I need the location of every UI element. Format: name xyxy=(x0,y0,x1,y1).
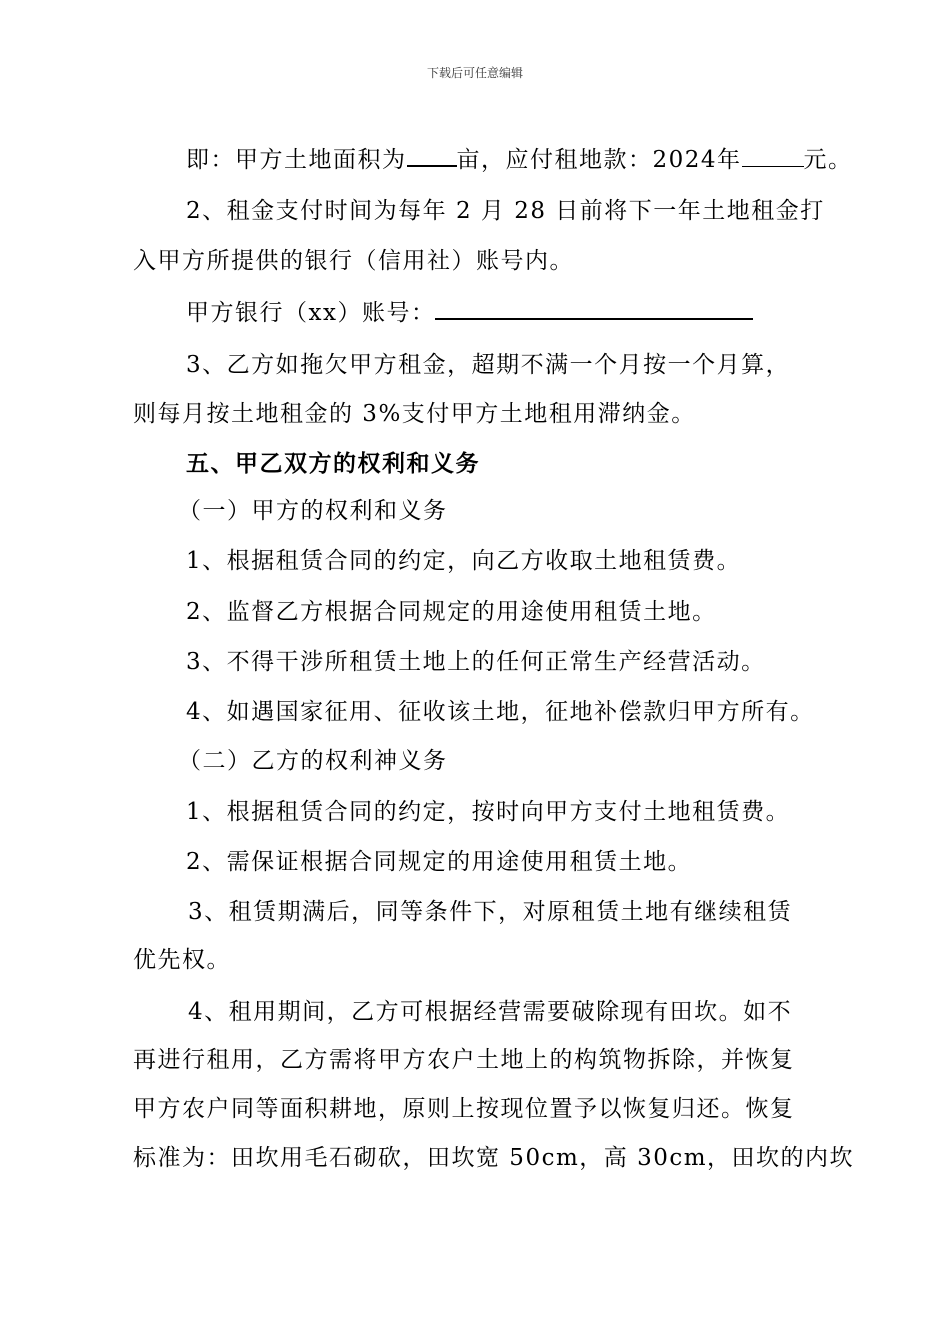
section-heading-rights: 五、甲乙双方的权利和义务 xyxy=(186,450,480,477)
party-b-item-4-line-1: 4、租用期间，乙方可根据经营需要破除现有田坎。如不 xyxy=(188,999,793,1025)
page-header: 下载后可任意编辑 xyxy=(426,66,523,80)
party-b-item-4-line-4: 标准为：田坎用毛石砌砍，田坎宽 50cm，高 30cm，田坎的内坎 xyxy=(133,1145,855,1171)
currency-label: 元。 xyxy=(803,147,853,173)
party-b-item-4-line-3: 甲方农户同等面积耕地，原则上按现位置予以恢复归还。恢复 xyxy=(133,1096,795,1122)
party-a-item-3: 3、不得干涉所租赁土地上的任何正常生产经营活动。 xyxy=(186,649,766,675)
party-b-item-2: 2、需保证根据合同规定的用途使用租赁土地。 xyxy=(186,849,693,875)
area-blank[interactable] xyxy=(407,145,457,167)
subsection-party-b: （二）乙方的权利神义务 xyxy=(178,748,448,774)
bank-account-label: 甲方银行（xx）账号： xyxy=(186,300,436,326)
late-fee-line-2: 则每月按土地租金的 3%支付甲方土地租用滞纳金。 xyxy=(133,401,696,427)
rent-blank[interactable] xyxy=(742,146,804,167)
area-label: 即：甲方土地面积为 xyxy=(186,147,407,173)
party-b-item-3-line-1: 3、租赁期满后，同等条件下，对原租赁土地有继续租赁 xyxy=(188,899,793,925)
subsection-party-a: （一）甲方的权利和义务 xyxy=(178,498,448,524)
bank-account-line xyxy=(186,298,753,328)
party-a-item-2: 2、监督乙方根据合同规定的用途使用租赁土地。 xyxy=(186,599,717,625)
party-b-item-1: 1、根据租赁合同的约定，按时向甲方支付土地租赁费。 xyxy=(186,799,791,825)
bank-account-blank[interactable] xyxy=(435,298,753,320)
payment-time-line-1: 2、租金支付时间为每年 2 月 28 日前将下一年土地租金打 xyxy=(186,198,825,224)
party-b-item-3-line-2: 优先权。 xyxy=(133,947,231,973)
party-a-item-4: 4、如遇国家征用、征收该土地，征地补偿款归甲方所有。 xyxy=(186,699,815,725)
area-rent-line xyxy=(186,145,853,175)
party-b-item-4-line-2: 再进行租用，乙方需将甲方农户土地上的构筑物拆除，并恢复 xyxy=(133,1047,795,1073)
rent-label: 亩，应付租地款：2024年 xyxy=(456,147,742,173)
late-fee-line-1: 3、乙方如拖欠甲方租金，超期不满一个月按一个月算， xyxy=(186,352,791,378)
party-a-item-1: 1、根据租赁合同的约定，向乙方收取土地租赁费。 xyxy=(186,548,742,574)
payment-time-line-2: 入甲方所提供的银行（信用社）账号内。 xyxy=(133,248,574,274)
